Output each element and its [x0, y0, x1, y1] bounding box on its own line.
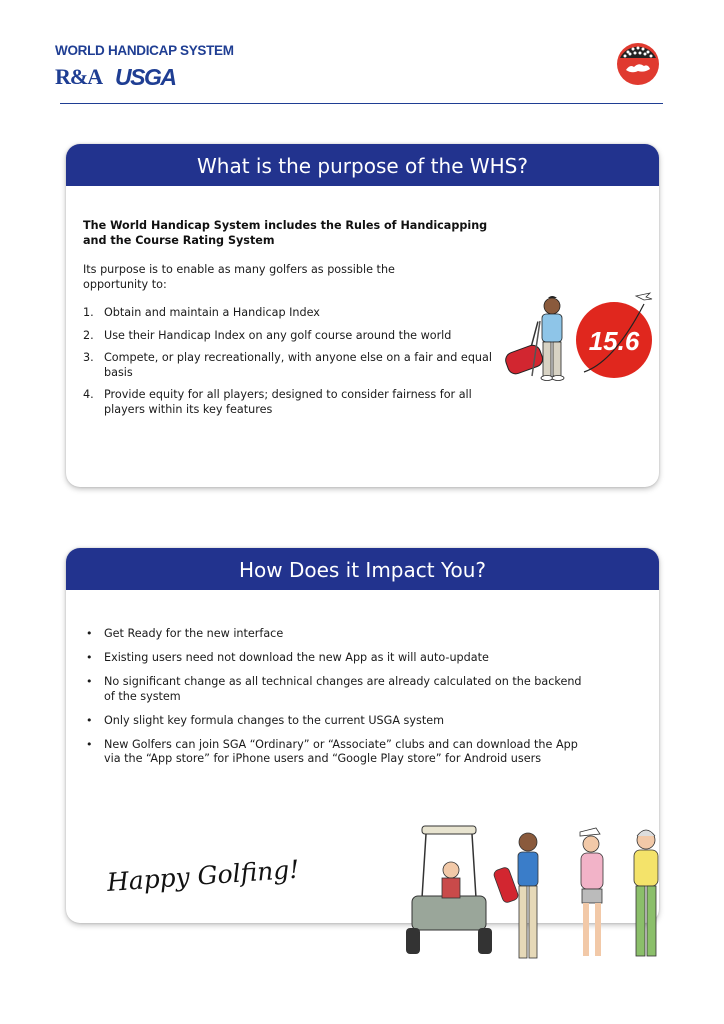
list-item: • New Golfers can join SGA “Ordinary” or “Associate” clubs and can download the App via the “App store” for iPhone users and “Google Play store” for Android users	[86, 737, 578, 765]
impact-card-title: How Does it Impact You?	[66, 548, 659, 590]
list-item: 3. Compete, or play recreationally, with anyone else on a fair and equal basis	[83, 351, 492, 379]
golfer-illustration	[496, 276, 659, 426]
list-item: 1. Obtain and maintain a Handicap Index	[83, 306, 320, 319]
sga-emblem-icon	[616, 42, 660, 86]
handicap-value: 15.6	[588, 326, 640, 356]
whs-logo-title: WORLD HANDICAP SYSTEM	[55, 43, 234, 58]
usga-logo: USGA	[115, 64, 176, 90]
purpose-card	[66, 144, 659, 487]
purpose-card-title: What is the purpose of the WHS?	[66, 144, 659, 186]
list-item: • Existing users need not download the new App as it will auto-update	[86, 651, 489, 664]
ra-logo: R&A	[55, 64, 103, 89]
list-item: 4. Provide equity for all players; designed to consider fairness for all players within its key features	[83, 388, 472, 416]
happy-golfing-text: Happy Golfing!	[105, 854, 301, 897]
intro-bold-text: The World Handicap System includes the Rules of Handicapping and the Course Rating System	[83, 219, 488, 247]
list-item: 2. Use their Handicap Index on any golf course around the world	[83, 328, 452, 342]
list-item: • Only slight key formula changes to the current USGA system	[86, 713, 444, 727]
purpose-text: Its purpose is to enable as many golfers as possible the opportunity to:	[83, 263, 395, 291]
purpose-list	[83, 306, 503, 425]
impact-list	[83, 627, 583, 776]
header-divider	[60, 103, 663, 104]
page-header	[0, 0, 724, 110]
list-item: • No significant change as all technical changes are already calculated on the backend of the system	[86, 675, 582, 703]
list-item: • Get Ready for the new interface	[86, 627, 284, 640]
golf-cart-illustration	[400, 818, 680, 970]
